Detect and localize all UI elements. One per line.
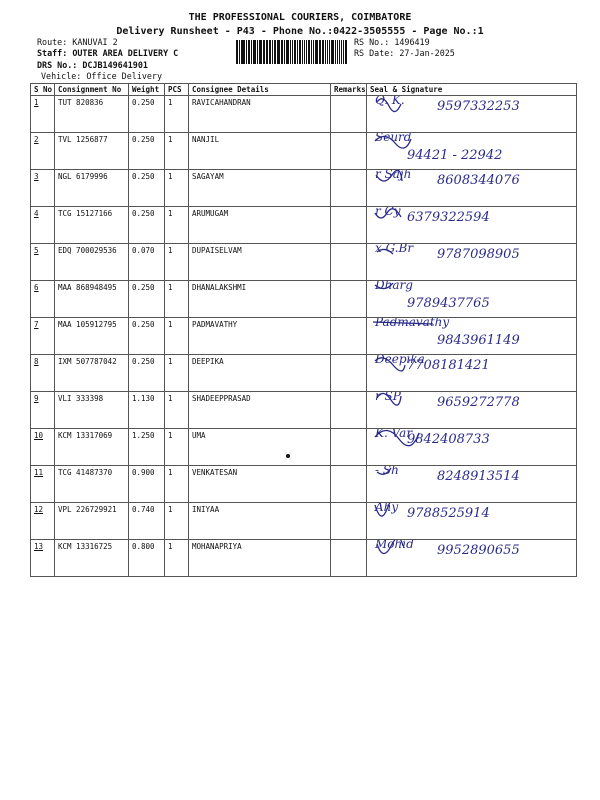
signature-name: Seurd [375, 130, 412, 144]
barcode-bar [290, 40, 291, 64]
cell-sno: 12 [31, 503, 55, 540]
cell-signature [367, 93, 577, 133]
cell-sno: 7 [31, 318, 55, 355]
table-row [31, 244, 577, 281]
cell-consignment: TCG 41487370 [55, 466, 129, 503]
cell-consignment: EDQ 700029536 [55, 244, 129, 281]
runsheet-title: Delivery Runsheet - P43 - Phone No.:0422-3505555 - Page No.:1 [116, 26, 484, 37]
cell-consignment: KCM 13317069 [55, 429, 129, 466]
cell-remarks [331, 466, 367, 503]
cell-remarks [331, 503, 367, 540]
drs-line [37, 60, 148, 70]
drs-value: DCJB149641901 [82, 60, 148, 70]
col-consignee: Consignee Details [189, 84, 331, 96]
barcode-bar [304, 40, 305, 64]
table-row [31, 503, 577, 540]
barcode-bar [281, 40, 283, 64]
table-row [31, 392, 577, 429]
cell-sno: 13 [31, 540, 55, 577]
signature-phone: 7708181421 [407, 358, 490, 373]
barcode-bar [306, 40, 308, 64]
route-label: Route: KANUVAI 2 [37, 37, 118, 47]
barcode-bar [286, 40, 287, 64]
barcode-bar [272, 40, 273, 64]
signature-name: Q. K. [375, 93, 405, 107]
barcode-bar [275, 40, 276, 64]
cell-signature [367, 389, 577, 429]
signature-phone: 9787098905 [437, 247, 520, 262]
cell-pcs: 1 [165, 281, 189, 318]
barcode-bar [311, 40, 312, 64]
barcode-bar [284, 40, 285, 64]
cell-consignment: TCG 15127166 [55, 207, 129, 244]
cell-sno: 11 [31, 466, 55, 503]
cell-remarks [331, 207, 367, 244]
cell-pcs: 1 [165, 503, 189, 540]
handwritten-signature [367, 278, 567, 318]
barcode-bar [313, 40, 314, 64]
barcode-bar [248, 40, 250, 64]
handwritten-signature [367, 93, 567, 133]
barcode-bar [320, 40, 321, 64]
cell-pcs: 1 [165, 96, 189, 133]
barcode-bar [315, 40, 318, 64]
cell-remarks [331, 281, 367, 318]
cell-remarks [331, 170, 367, 207]
barcode-bar [251, 40, 252, 64]
barcode-bar [335, 40, 336, 64]
cell-weight: 1.250 [129, 429, 165, 466]
signature-name: Ahy [375, 500, 399, 514]
barcode-bar [341, 40, 342, 64]
cell-consignee: DHANALAKSHMI [189, 281, 331, 318]
staff-line [37, 48, 178, 58]
cell-consignee: UMA [189, 429, 331, 466]
cell-remarks [331, 429, 367, 466]
barcode-bar [239, 40, 240, 64]
cell-weight: 0.800 [129, 540, 165, 577]
cell-weight: 0.250 [129, 207, 165, 244]
barcode-bar [292, 40, 293, 64]
cell-signature [367, 426, 577, 466]
handwritten-signature [367, 537, 567, 577]
cell-consignment: VPL 226729921 [55, 503, 129, 540]
cell-sno: 1 [31, 96, 55, 133]
signature-phone: 9659272778 [437, 395, 520, 410]
cell-consignee: DUPAISELVAM [189, 244, 331, 281]
cell-weight: 0.250 [129, 96, 165, 133]
table-row [31, 133, 577, 170]
cell-weight: 0.070 [129, 244, 165, 281]
barcode-bar [308, 40, 310, 64]
col-weight: Weight [129, 84, 165, 96]
barcode-bar [329, 40, 331, 64]
cell-signature [367, 537, 577, 577]
signature-phone: 8608344076 [437, 173, 520, 188]
col-pcs: PCS [165, 84, 189, 96]
barcode-bar [343, 40, 344, 64]
cell-pcs: 1 [165, 355, 189, 392]
barcode-bar [325, 40, 326, 64]
signature-name: r Sajh [375, 167, 412, 181]
ink-dot [286, 454, 290, 458]
handwritten-signature [367, 463, 567, 503]
table-row [31, 318, 577, 355]
barcode-bar [294, 40, 297, 64]
barcode-bar [277, 40, 280, 64]
barcode-bar [331, 40, 334, 64]
col-seal: Seal & Signature [367, 84, 577, 96]
cell-consignee: MOHANAPRIYA [189, 540, 331, 577]
barcode-bar [263, 40, 264, 64]
cell-pcs: 1 [165, 170, 189, 207]
cell-consignment: TVL 1256877 [55, 133, 129, 170]
cell-signature [367, 278, 577, 318]
company-name: THE PROFESSIONAL COURIERS, COIMBATORE [188, 12, 412, 23]
signature-name: Mohid [375, 537, 414, 551]
cell-pcs: 1 [165, 244, 189, 281]
barcode-bar [287, 40, 289, 64]
cell-signature [367, 500, 577, 540]
handwritten-signature [367, 389, 567, 429]
cell-weight: 0.740 [129, 503, 165, 540]
cell-signature [367, 315, 577, 355]
cell-remarks [331, 392, 367, 429]
signature-phone: 9597332253 [437, 99, 520, 114]
cell-signature [367, 204, 577, 244]
cell-remarks [331, 355, 367, 392]
col-sno: S No [31, 84, 55, 96]
cell-consignment: MAA 868948495 [55, 281, 129, 318]
cell-sno: 10 [31, 429, 55, 466]
staff-label: Staff: [37, 48, 68, 58]
signature-name: r SP [375, 389, 401, 403]
cell-signature [367, 463, 577, 503]
barcode-bar [327, 40, 328, 64]
cell-consignee: INIYAA [189, 503, 331, 540]
cell-pcs: 1 [165, 466, 189, 503]
signature-name: r Cy [375, 204, 401, 218]
cell-signature [367, 167, 577, 207]
cell-consignee: PADMAVATHY [189, 318, 331, 355]
cell-consignee: NANJIL [189, 133, 331, 170]
table-row [31, 466, 577, 503]
cell-consignment: IXM 507787042 [55, 355, 129, 392]
barcode-bar [266, 40, 268, 64]
barcode-bar [246, 40, 247, 64]
staff-value: OUTER AREA DELIVERY C [72, 48, 179, 58]
barcode-bar [236, 40, 238, 64]
signature-phone: 94421 - 22942 [407, 148, 503, 163]
cell-sno: 2 [31, 133, 55, 170]
handwritten-signature [367, 352, 567, 392]
signature-phone: 9843961149 [437, 333, 520, 348]
rs-number: RS No.: 1496419 [354, 37, 430, 47]
cell-signature [367, 241, 577, 281]
cell-sno: 6 [31, 281, 55, 318]
cell-pcs: 1 [165, 540, 189, 577]
signature-phone: 9789437765 [407, 296, 490, 311]
cell-pcs: 1 [165, 318, 189, 355]
cell-pcs: 1 [165, 429, 189, 466]
signature-name: x G.Br [375, 241, 414, 255]
vehicle-label: Vehicle: Office Delivery [41, 71, 163, 81]
signature-name: Dharg [375, 278, 413, 292]
cell-consignee: DEEPIKA [189, 355, 331, 392]
barcode-bar [264, 40, 265, 64]
handwritten-signature [367, 241, 567, 281]
table-row [31, 281, 577, 318]
cell-sno: 8 [31, 355, 55, 392]
cell-remarks [331, 96, 367, 133]
cell-remarks [331, 133, 367, 170]
cell-signature [367, 352, 577, 392]
signature-name: Deepika [375, 352, 425, 366]
cell-consignee: SAGAYAM [189, 170, 331, 207]
table-row [31, 355, 577, 392]
rs-date: RS Date: 27-Jan-2025 [354, 48, 455, 58]
cell-sno: 3 [31, 170, 55, 207]
cell-remarks [331, 540, 367, 577]
table-row [31, 207, 577, 244]
barcode-bar [269, 40, 271, 64]
barcode-bar [302, 40, 303, 64]
signature-phone: 8248913514 [437, 469, 520, 484]
signature-phone: 9952890655 [437, 543, 520, 558]
cell-weight: 0.250 [129, 355, 165, 392]
barcode-bar [241, 40, 242, 64]
table-row [31, 170, 577, 207]
barcode-bar [297, 40, 298, 64]
cell-weight: 0.250 [129, 170, 165, 207]
signature-phone: 9842408733 [407, 432, 490, 447]
table-row [31, 429, 577, 466]
cell-weight: 0.250 [129, 318, 165, 355]
table-row [31, 96, 577, 133]
barcode-bar [345, 40, 347, 64]
table-row [31, 540, 577, 577]
signature-phone: 6379322594 [407, 210, 490, 225]
cell-consignee: ARUMUGAM [189, 207, 331, 244]
cell-consignment: NGL 6179996 [55, 170, 129, 207]
barcode-bar [274, 40, 275, 64]
barcode-bar [337, 40, 338, 64]
cell-consignment: MAA 105912795 [55, 318, 129, 355]
cell-consignment: VLI 333398 [55, 392, 129, 429]
col-consignment: Consignment No [55, 84, 129, 96]
cell-pcs: 1 [165, 207, 189, 244]
barcode-bar [339, 40, 341, 64]
barcode-bar [319, 40, 320, 64]
cell-pcs: 1 [165, 392, 189, 429]
barcode-bar [253, 40, 254, 64]
cell-weight: 0.900 [129, 466, 165, 503]
barcode-bar [254, 40, 256, 64]
handwritten-signature [367, 167, 567, 207]
barcode-bar [242, 40, 245, 64]
cell-consignee: SHADEEPPRASAD [189, 392, 331, 429]
cell-sno: 4 [31, 207, 55, 244]
barcode-bar [259, 40, 262, 64]
cell-weight: 1.130 [129, 392, 165, 429]
cell-consignee: RAVICAHANDRAN [189, 96, 331, 133]
barcode-bar [257, 40, 258, 64]
col-remarks: Remarks [331, 84, 367, 96]
signature-phone: 9788525914 [407, 506, 490, 521]
handwritten-signature [367, 315, 567, 355]
cell-weight: 0.250 [129, 281, 165, 318]
cell-pcs: 1 [165, 133, 189, 170]
cell-remarks [331, 244, 367, 281]
cell-signature [367, 130, 577, 170]
cell-weight: 0.250 [129, 133, 165, 170]
signature-name: - Sh [375, 463, 399, 477]
drs-label: DRS No.: [37, 60, 78, 70]
runsheet-table [30, 83, 577, 577]
cell-sno: 9 [31, 392, 55, 429]
handwritten-signature [367, 500, 567, 540]
cell-remarks [331, 318, 367, 355]
barcode-bar [322, 40, 324, 64]
cell-sno: 5 [31, 244, 55, 281]
handwritten-signature [367, 204, 567, 244]
table-header-row [31, 84, 577, 96]
cell-consignment: TUT 820836 [55, 96, 129, 133]
cell-consignee: VENKATESAN [189, 466, 331, 503]
barcode [236, 40, 348, 64]
signature-name: Padmavathy [375, 315, 450, 329]
barcode-bar [299, 40, 301, 64]
signature-name: K. Var [375, 426, 413, 440]
cell-consignment: KCM 13316725 [55, 540, 129, 577]
handwritten-signature [367, 426, 567, 466]
handwritten-signature [367, 130, 567, 170]
